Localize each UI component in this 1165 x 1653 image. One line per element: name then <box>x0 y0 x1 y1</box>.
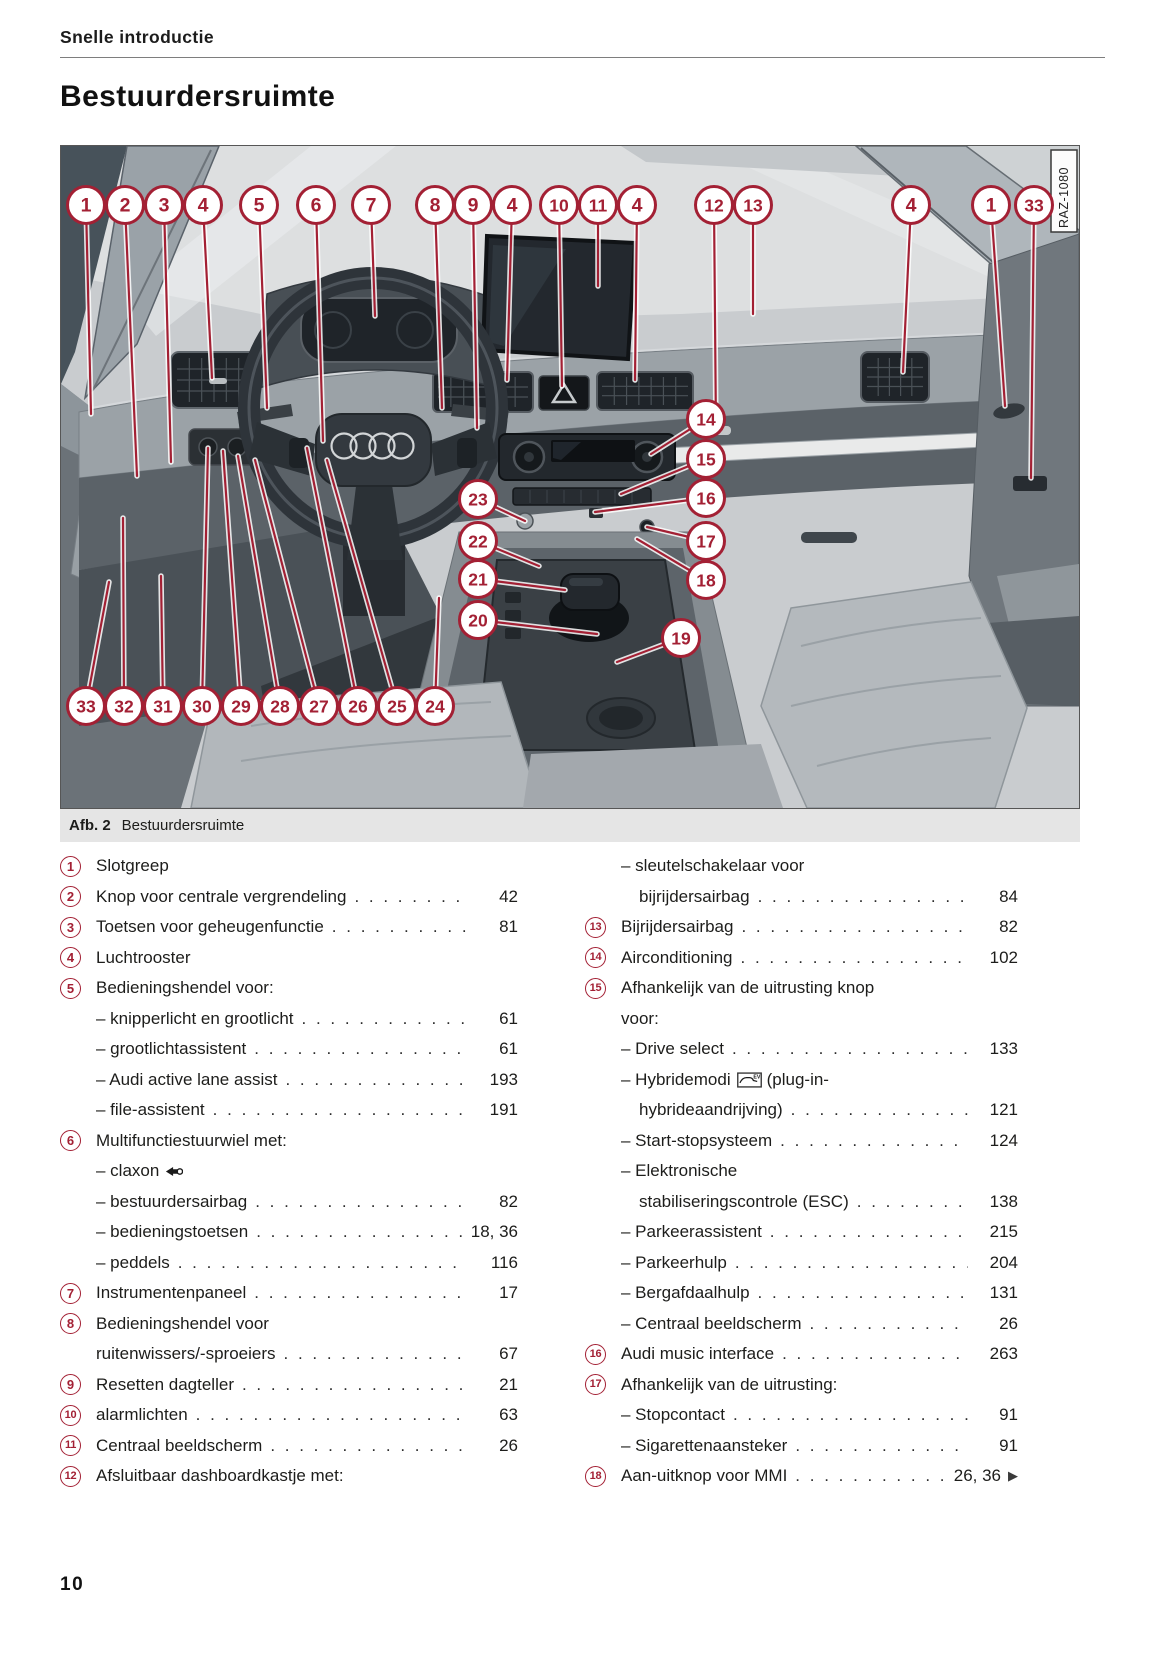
legend-item-content <box>621 912 1018 943</box>
legend-item-content <box>621 1034 1018 1065</box>
legend-item-label: voor: <box>621 1008 659 1028</box>
legend-item-content <box>96 1065 518 1096</box>
legend-item-label: Slotgreep <box>96 856 169 875</box>
legend-item-number: 12 <box>60 1466 81 1487</box>
legend-item-label: Airconditioning <box>621 947 733 967</box>
svg-text:4: 4 <box>506 194 518 217</box>
legend-item-label: – Parkeerassistent <box>621 1222 762 1241</box>
legend-item-content <box>96 882 518 913</box>
legend-item-content <box>96 1400 518 1431</box>
legend-item-label: – Bergafdaalhulp <box>621 1283 750 1302</box>
svg-text:12: 12 <box>704 195 724 216</box>
legend-page-number: 91 <box>999 1435 1018 1455</box>
legend-row <box>585 1431 1018 1462</box>
legend-item-content <box>96 1095 518 1126</box>
dot-leader <box>332 912 468 943</box>
legend-column-left <box>60 851 518 1492</box>
legend-row <box>60 1431 518 1462</box>
legend-row <box>585 1004 1018 1035</box>
legend-item-number: 14 <box>585 947 606 968</box>
legend-page-number: 124 <box>989 1130 1018 1150</box>
legend-item-label: Instrumentenpaneel <box>96 1283 247 1302</box>
legend-badge-cell <box>60 1405 96 1426</box>
section-header: Snelle introductie <box>60 27 1105 58</box>
legend-item-label: – Start-stopsysteem <box>621 1130 773 1150</box>
legend-item-number: 16 <box>585 1344 606 1365</box>
legend-page-number: 26, 36 <box>953 1466 1001 1485</box>
legend-page-number: 84 <box>999 886 1018 906</box>
svg-text:16: 16 <box>696 488 716 509</box>
legend-badge-cell <box>585 1466 621 1487</box>
svg-text:18: 18 <box>696 570 716 591</box>
legend-row <box>585 1309 1018 1340</box>
legend-item-label: Bedieningshendel voor: <box>96 978 274 997</box>
legend-item-content <box>621 1461 1018 1492</box>
legend-page-number: 204 <box>989 1252 1018 1272</box>
legend-item-label: stabiliseringscontrole (ESC) <box>639 1191 849 1211</box>
legend-item-label: Resetten dagteller <box>96 1374 234 1394</box>
svg-text:4: 4 <box>197 194 209 217</box>
dot-leader <box>196 1400 468 1431</box>
legend-row <box>60 851 518 882</box>
legend-item-number: 5 <box>60 978 81 999</box>
legend-item-number: 17 <box>585 1374 606 1395</box>
legend-row <box>60 1339 518 1370</box>
legend-badge-cell <box>60 1130 96 1151</box>
legend-item-content <box>96 1278 518 1309</box>
legend-item-label: Knop voor centrale vergrendeling <box>96 886 347 906</box>
figure-caption-text: Bestuurdersruimte <box>121 817 245 834</box>
legend-item-label: ruitenwissers/-sproeiers <box>96 1344 276 1363</box>
legend-row <box>60 1065 518 1096</box>
svg-text:7: 7 <box>365 194 377 217</box>
legend-item-content <box>621 1217 1018 1248</box>
legend-page-number: 81 <box>499 917 518 936</box>
legend-item-content <box>96 1156 518 1187</box>
legend-page-number: 67 <box>499 1344 518 1363</box>
figure-caption <box>60 809 1080 842</box>
legend-item-content <box>621 1278 1018 1309</box>
legend-row <box>585 912 1018 943</box>
legend-item-content <box>621 1400 1018 1431</box>
dot-leader <box>178 1248 468 1279</box>
dot-leader <box>302 1004 468 1035</box>
legend-page-number: 61 <box>499 1039 518 1058</box>
dot-leader <box>254 1034 468 1065</box>
dot-leader <box>284 1339 469 1370</box>
svg-text:15: 15 <box>696 449 716 470</box>
svg-text:EV: EV <box>752 1074 760 1081</box>
legend-badge-cell <box>585 1374 621 1395</box>
legend-item-label: Afsluitbaar dashboardkastje met: <box>96 1466 344 1485</box>
legend-item-content <box>621 973 1018 1004</box>
legend-item-content <box>96 1309 518 1340</box>
legend-item-content <box>621 1187 1018 1218</box>
dot-leader <box>254 1278 468 1309</box>
dot-leader <box>733 1400 968 1431</box>
legend-item-label: Multifunctiestuurwiel met: <box>96 1130 287 1150</box>
dot-leader <box>741 912 968 943</box>
legend-badge-cell <box>585 947 621 968</box>
svg-text:27: 27 <box>309 696 329 717</box>
legend-row <box>585 1126 1018 1157</box>
legend-item-label: – Parkeerhulp <box>621 1252 727 1272</box>
legend-row <box>585 1095 1018 1126</box>
dot-leader <box>213 1095 468 1126</box>
page-number-footer: 10 <box>60 1574 85 1595</box>
legend-page-number: 133 <box>989 1039 1018 1058</box>
legend-item-label: hybrideaandrijving) <box>639 1100 783 1119</box>
svg-text:11: 11 <box>588 195 608 216</box>
svg-text:33: 33 <box>76 696 96 717</box>
legend-item-number: 8 <box>60 1313 81 1334</box>
legend-item-number: 7 <box>60 1283 81 1304</box>
svg-text:17: 17 <box>696 531 716 552</box>
legend-item-content <box>96 1431 518 1462</box>
svg-text:4: 4 <box>631 194 643 217</box>
legend-item-content <box>621 1156 1018 1187</box>
legend-item-label: Bijrijdersairbag <box>621 917 734 936</box>
legend-item-label: – Sigarettenaansteker <box>621 1435 788 1455</box>
legend-row <box>585 882 1018 913</box>
legend-item-content <box>621 1339 1018 1370</box>
svg-text:22: 22 <box>468 531 488 552</box>
dot-leader <box>732 1034 968 1065</box>
legend-row <box>60 1126 518 1157</box>
legend-row <box>60 1004 518 1035</box>
legend-item-content <box>96 1339 518 1370</box>
legend-item-label: Toetsen voor geheugenfunctie <box>96 917 324 936</box>
legend-item-number: 6 <box>60 1130 81 1151</box>
legend-item-content <box>621 943 1018 974</box>
legend-item-content <box>621 1126 1018 1157</box>
legend-item-content <box>621 1370 1018 1401</box>
legend-page-number: 121 <box>989 1100 1018 1119</box>
legend-item-label: Audi music interface <box>621 1344 775 1363</box>
legend-item-content <box>96 1248 518 1279</box>
legend-page-number: 26 <box>499 1435 518 1455</box>
svg-text:32: 32 <box>114 696 134 717</box>
dot-leader <box>795 1461 947 1492</box>
legend-row <box>60 1461 518 1492</box>
legend-item-label: Afhankelijk van de uitrusting knop <box>621 978 875 997</box>
legend-item-label: – Elektronische <box>621 1161 738 1180</box>
legend-badge-cell <box>60 1313 96 1334</box>
legend-item-number: 2 <box>60 886 81 907</box>
legend-page-number: 131 <box>989 1283 1018 1302</box>
dot-leader <box>857 1187 968 1218</box>
legend-item-content <box>621 882 1018 913</box>
svg-text:6: 6 <box>310 194 322 217</box>
legend-row <box>60 1095 518 1126</box>
legend-item-content <box>96 851 518 882</box>
svg-text:1: 1 <box>80 194 92 217</box>
legend-item-number: 1 <box>60 856 81 877</box>
legend-item-number: 11 <box>60 1435 81 1456</box>
legend-row <box>585 1248 1018 1279</box>
legend-page-number: 102 <box>989 947 1018 967</box>
legend-item-label: – file-assistent <box>96 1100 205 1119</box>
legend-item-label: – bedieningstoetsen <box>96 1222 249 1241</box>
legend-item-label: – Audi active lane assist <box>96 1069 278 1089</box>
svg-text:24: 24 <box>425 696 445 717</box>
legend-page-number: 82 <box>999 917 1018 936</box>
legend-row <box>60 1370 518 1401</box>
legend-row <box>585 943 1018 974</box>
legend-item-label: – peddels <box>96 1252 170 1272</box>
legend-row <box>585 1278 1018 1309</box>
svg-text:25: 25 <box>387 696 407 717</box>
legend-badge-cell <box>60 978 96 999</box>
legend-item-label: – claxon <box>96 1161 160 1180</box>
dot-leader <box>782 1339 968 1370</box>
dot-leader <box>285 1065 468 1096</box>
legend-badge-cell <box>585 978 621 999</box>
legend-item-label: Bedieningshendel voor <box>96 1313 269 1333</box>
svg-text:1: 1 <box>985 194 997 217</box>
page-title: Bestuurdersruimte <box>60 80 336 113</box>
legend-page-number: 21 <box>499 1374 518 1394</box>
legend-item-content <box>96 1126 518 1157</box>
legend-item-content <box>96 1187 518 1218</box>
dot-leader <box>255 1187 468 1218</box>
dot-leader <box>758 1278 968 1309</box>
legend-item-label: Luchtrooster <box>96 947 191 967</box>
svg-text:10: 10 <box>549 195 569 216</box>
dot-leader <box>770 1217 968 1248</box>
dot-leader <box>741 943 968 974</box>
legend-item-label: – sleutelschakelaar voor <box>621 856 805 875</box>
svg-text:29: 29 <box>231 696 251 717</box>
legend-item-label: – Hybridemodi <box>621 1069 731 1089</box>
svg-text:13: 13 <box>743 195 763 216</box>
legend-row <box>60 1278 518 1309</box>
dot-leader <box>270 1431 468 1462</box>
legend-page-number: 91 <box>999 1405 1018 1424</box>
legend-item-content <box>96 1370 518 1401</box>
legend-badge-cell <box>60 856 96 877</box>
legend-badge-cell <box>60 917 96 938</box>
dot-leader <box>256 1217 465 1248</box>
legend-badge-cell <box>60 1435 96 1456</box>
legend-item-number: 9 <box>60 1374 81 1395</box>
legend-row <box>60 1400 518 1431</box>
dashboard-illustration <box>60 145 1080 809</box>
legend <box>60 851 1105 1492</box>
legend-item-label: – Drive select <box>621 1039 724 1058</box>
legend-item-label: – knipperlicht en grootlicht <box>96 1008 294 1028</box>
figure-caption-label: Afb. 2 <box>69 817 111 834</box>
legend-item-content <box>96 973 518 1004</box>
legend-row <box>60 1217 518 1248</box>
svg-text:26: 26 <box>348 696 368 717</box>
legend-row <box>585 1034 1018 1065</box>
legend-row <box>585 1461 1018 1492</box>
figure-code-label <box>1051 150 1077 232</box>
legend-badge-cell <box>585 1344 621 1365</box>
legend-item-number: 13 <box>585 917 606 938</box>
legend-item-number: 15 <box>585 978 606 999</box>
dot-leader <box>735 1248 968 1279</box>
legend-badge-cell <box>60 1466 96 1487</box>
svg-text:14: 14 <box>696 409 716 430</box>
dot-leader <box>780 1126 968 1157</box>
legend-item-number: 18 <box>585 1466 606 1487</box>
legend-row <box>60 973 518 1004</box>
legend-item-label: Centraal beeldscherm <box>96 1435 263 1455</box>
legend-item-label: – grootlichtassistent <box>96 1039 247 1058</box>
legend-item-content <box>96 1461 518 1492</box>
legend-badge-cell <box>585 917 621 938</box>
legend-item-content <box>96 1034 518 1065</box>
legend-page-number: 18, 36 <box>470 1222 518 1241</box>
legend-page-number: 263 <box>989 1344 1018 1363</box>
legend-row <box>60 1034 518 1065</box>
legend-page-number: 26 <box>999 1313 1018 1333</box>
svg-text:21: 21 <box>468 569 488 590</box>
ev-mode-icon <box>737 1072 762 1088</box>
svg-text:2: 2 <box>119 194 131 217</box>
legend-item-content <box>96 912 518 943</box>
legend-item-content <box>96 943 518 974</box>
svg-text:31: 31 <box>153 696 173 717</box>
svg-text:23: 23 <box>468 489 488 510</box>
legend-item-label: alarmlichten <box>96 1405 188 1424</box>
svg-text:RAZ-1080: RAZ-1080 <box>1057 167 1071 228</box>
horn-icon <box>165 1165 183 1178</box>
legend-item-label: bijrijdersairbag <box>639 886 750 906</box>
legend-page-number: 17 <box>499 1283 518 1302</box>
legend-row <box>60 1156 518 1187</box>
legend-row <box>585 1156 1018 1187</box>
legend-item-content <box>96 1004 518 1035</box>
legend-row <box>585 1339 1018 1370</box>
legend-item-content <box>621 1004 1018 1035</box>
dot-leader <box>791 1095 968 1126</box>
legend-item-content <box>621 1431 1018 1462</box>
legend-item-content <box>621 1309 1018 1340</box>
legend-item-label: Afhankelijk van de uitrusting: <box>621 1374 838 1394</box>
dot-leader <box>758 882 968 913</box>
legend-item-label: Aan-uitknop voor MMI <box>621 1466 788 1485</box>
figure <box>60 145 1105 842</box>
svg-text:4: 4 <box>905 194 917 217</box>
legend-row <box>585 973 1018 1004</box>
legend-row <box>60 1248 518 1279</box>
legend-page-number: 193 <box>489 1069 518 1089</box>
legend-item-number: 4 <box>60 947 81 968</box>
svg-text:5: 5 <box>253 194 265 217</box>
legend-item-label: – Stopcontact <box>621 1405 725 1424</box>
legend-item-content <box>621 1095 1018 1126</box>
legend-item-number: 3 <box>60 917 81 938</box>
svg-text:3: 3 <box>158 194 170 217</box>
legend-row <box>585 1065 1018 1096</box>
legend-item-label: – Centraal beeldscherm <box>621 1313 802 1333</box>
legend-page-number: 61 <box>499 1008 518 1028</box>
svg-text:19: 19 <box>671 628 691 649</box>
legend-row <box>60 912 518 943</box>
svg-text:33: 33 <box>1024 195 1044 216</box>
legend-badge-cell <box>60 1283 96 1304</box>
legend-page-number: 215 <box>989 1222 1018 1241</box>
svg-text:8: 8 <box>429 194 441 217</box>
legend-badge-cell <box>60 1374 96 1395</box>
legend-page-number: 116 <box>490 1252 518 1272</box>
dot-leader <box>795 1431 968 1462</box>
legend-page-number: 42 <box>499 886 518 906</box>
dot-leader <box>242 1370 468 1401</box>
legend-item-content <box>621 1248 1018 1279</box>
legend-row <box>585 1400 1018 1431</box>
continuation-arrow-icon: ▶ <box>1008 1468 1018 1483</box>
legend-row <box>60 882 518 913</box>
legend-row <box>60 1187 518 1218</box>
legend-page-number: 191 <box>489 1100 518 1119</box>
legend-badge-cell <box>60 886 96 907</box>
legend-item-content <box>96 1217 518 1248</box>
legend-page-number: 63 <box>499 1405 518 1424</box>
svg-text:9: 9 <box>467 194 479 217</box>
svg-text:30: 30 <box>192 696 212 717</box>
legend-badge-cell <box>60 947 96 968</box>
svg-text:20: 20 <box>468 610 488 631</box>
legend-item-label: (plug-in- <box>766 1069 829 1089</box>
legend-item-content <box>621 1065 1018 1096</box>
legend-item-content <box>621 851 1018 882</box>
legend-row <box>585 1217 1018 1248</box>
legend-row <box>585 1370 1018 1401</box>
legend-row <box>60 1309 518 1340</box>
legend-item-number: 10 <box>60 1405 81 1426</box>
legend-row <box>585 1187 1018 1218</box>
legend-column-right <box>585 851 1018 1492</box>
legend-row <box>60 943 518 974</box>
svg-text:28: 28 <box>270 696 290 717</box>
dot-leader <box>809 1309 968 1340</box>
legend-item-label: – bestuurdersairbag <box>96 1191 248 1211</box>
legend-row <box>585 851 1018 882</box>
legend-page-number: 138 <box>989 1191 1018 1211</box>
dot-leader <box>354 882 468 913</box>
legend-page-number: 82 <box>499 1191 518 1211</box>
